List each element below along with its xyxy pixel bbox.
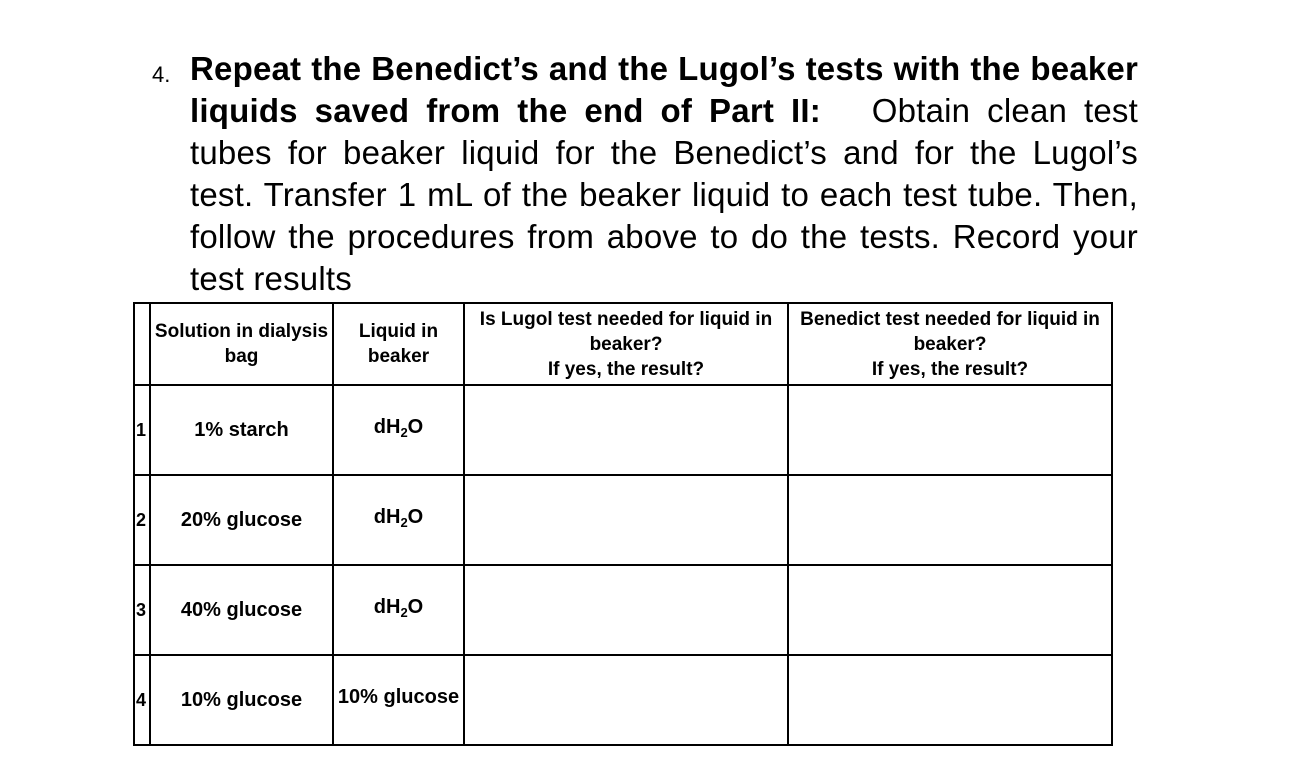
instructions-paragraph [190, 48, 1138, 300]
benedict-result-cell[interactable] [788, 565, 1112, 655]
solution-cell: 10% glucose [150, 655, 333, 745]
header-benedict-question: Benedict test needed for liquid in beaker? [800, 308, 1100, 355]
instructions-bold-text: Repeat the Benedict’s and the Lugol’s tests with the beaker liquids saved from the end of Part II: [190, 50, 1138, 129]
lugol-result-cell[interactable] [464, 565, 788, 655]
step-number: 4. [152, 62, 171, 87]
lugol-result-cell[interactable] [464, 385, 788, 475]
row-number: 3 [134, 565, 150, 655]
header-number [134, 303, 150, 385]
table-row [134, 655, 1112, 745]
solution-cell: 40% glucose [150, 565, 333, 655]
row-number: 4 [134, 655, 150, 745]
header-liquid: Liquid in beaker [333, 303, 464, 385]
table-row [134, 385, 1112, 475]
liquid-cell: $dH_2O$ [333, 565, 464, 655]
header-lugol-question: Is Lugol test needed for liquid in beaker? [479, 308, 773, 355]
lugol-result-cell[interactable] [464, 655, 788, 745]
table-row [134, 475, 1112, 565]
solution-cell: 1% starch [150, 385, 333, 475]
liquid-cell: $dH_2O$ [333, 475, 464, 565]
row-number: 2 [134, 475, 150, 565]
table-header-row [134, 303, 1112, 385]
instructions-body-text: Obtain clean test tubes for beaker liquid for the Benedict’s and for the Lugol’s test. Transfer 1 mL of the beaker liquid to each test tube. Then, follow the procedures from above to do the tests. Record your test results [190, 92, 1139, 297]
header-benedict-result: If yes, the result? [871, 358, 1029, 380]
row-number: 1 [134, 385, 150, 475]
liquid-cell: 10% glucose [333, 655, 464, 745]
header-lugol-result: If yes, the result? [547, 358, 705, 380]
benedict-result-cell[interactable] [788, 655, 1112, 745]
benedict-result-cell[interactable] [788, 385, 1112, 475]
header-solution: Solution in dialysis bag [150, 303, 333, 385]
table-row [134, 565, 1112, 655]
results-table [133, 302, 1113, 746]
header-lugol [464, 303, 788, 385]
lugol-result-cell[interactable] [464, 475, 788, 565]
liquid-cell: $dH_2O$ [333, 385, 464, 475]
benedict-result-cell[interactable] [788, 475, 1112, 565]
solution-cell: 20% glucose [150, 475, 333, 565]
header-benedict [788, 303, 1112, 385]
